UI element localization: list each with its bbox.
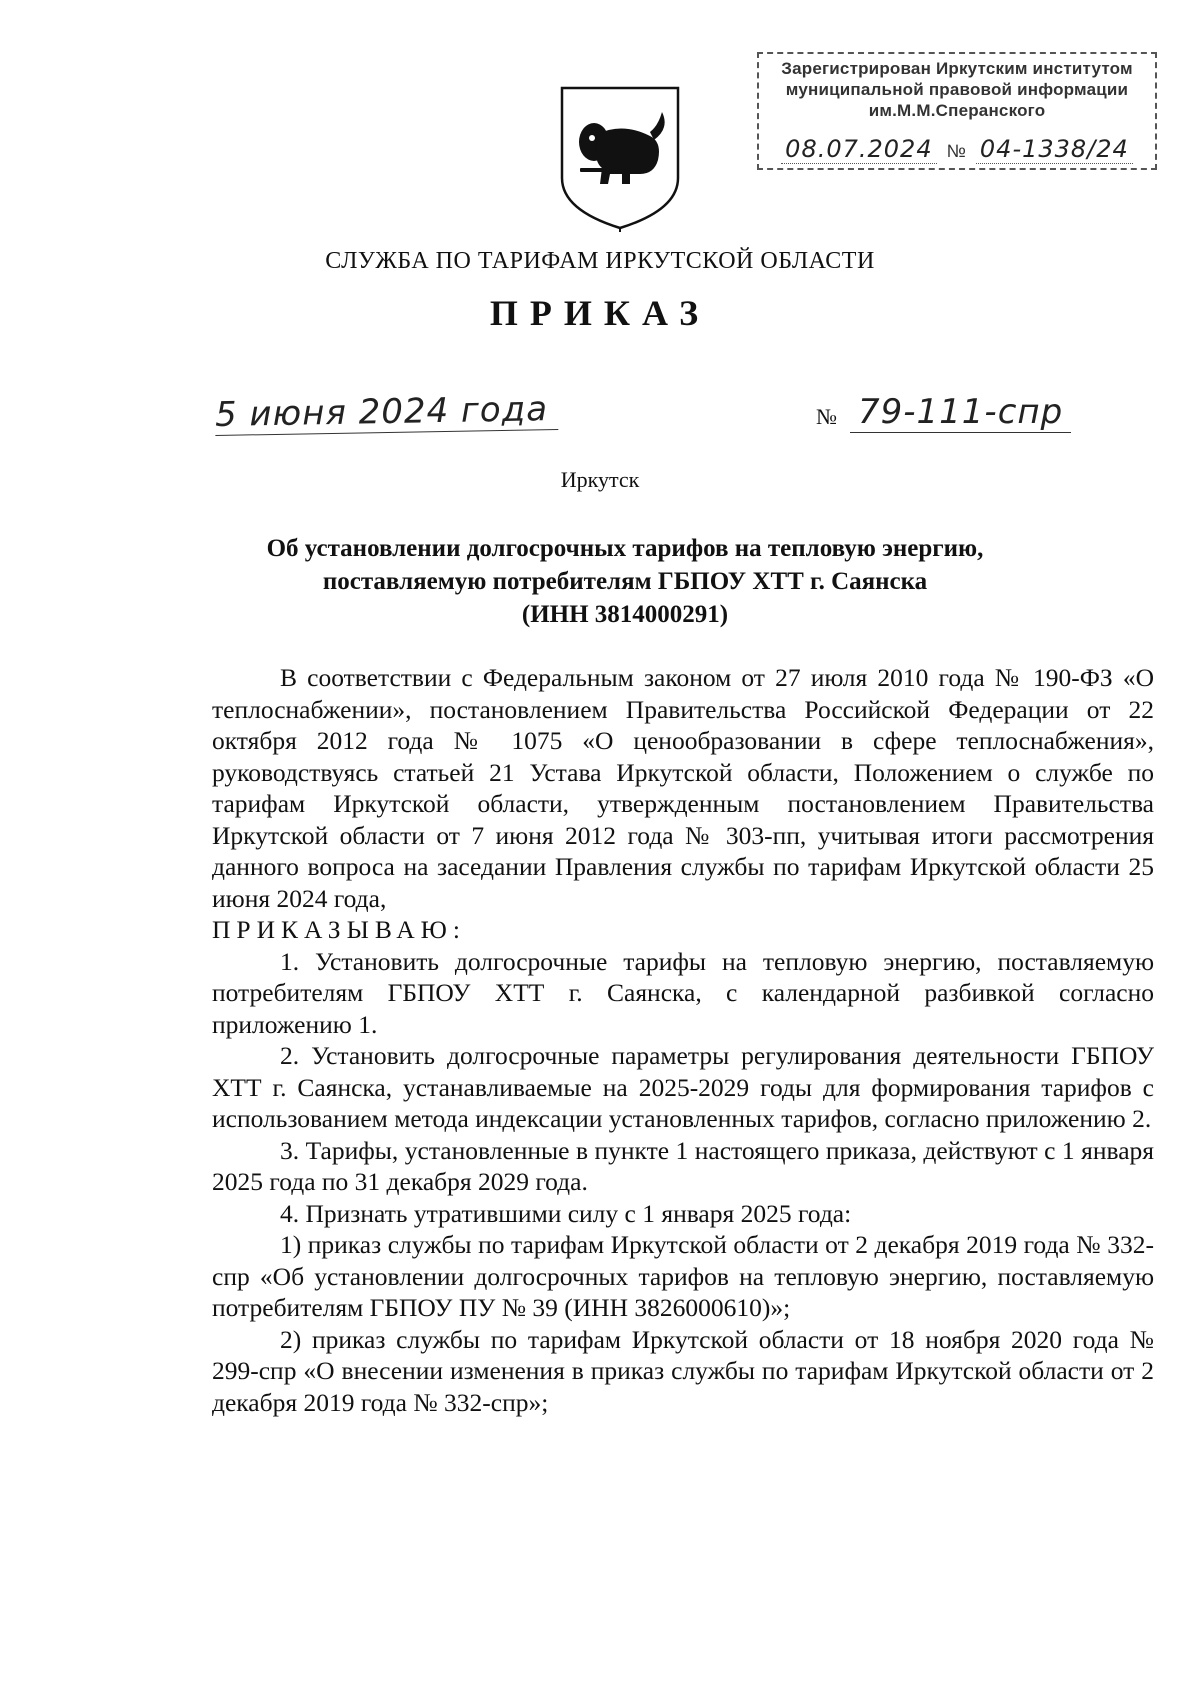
item-3: 3. Тарифы, установленные в пункте 1 настоящего приказа, действуют с 1 января 2025 года по 31 декабря 2029 года. — [212, 1135, 1154, 1196]
stamp-registration-date: 08.07.2024 — [781, 135, 936, 164]
item-4-subitem-1: 1) приказ службы по тарифам Иркутской области от 2 декабря 2019 года № 332-спр «Об установлении долгосрочных тарифов на тепловую энергию, поставляемую потребителям ГБПОУ ПУ № 39 (ИНН 3826000610)»; — [212, 1230, 1154, 1322]
title-line-1: Об установлении долгосрочных тарифов на тепловую энергию, — [266, 535, 984, 562]
preamble-paragraph: В соответствии с Федеральным законом от 27 июля 2010 года № 190-ФЗ «О теплоснабжении», постановлением Правительства Российской Федерации от 22 октября 2012 года № 1075 «О ценообразовании в сфере теплоснабжения», руководствуясь статьей 21 Устава Иркутской области, Положением о службе по тарифам Иркутской области, утвержденным постановлением Правительства Иркутской области от 7 июня 2012 года № 303-пп, учитывая итоги рассмотрения данного вопроса на заседании Правления службы по тарифам Иркутской области 25 июня 2024 года, — [212, 663, 1154, 913]
stamp-registration-row — [767, 124, 1147, 164]
document-title — [200, 532, 1050, 631]
item-2: 2. Установить долгосрочные параметры регулирования деятельности ГБПОУ ХТТ г. Саянска, устанавливаемые на 2025-2029 годы для формирования тарифов с использованием метода индексации установленных тарифов, согласно приложению 2. — [212, 1041, 1154, 1133]
organization-name: СЛУЖБА ПО ТАРИФАМ ИРКУТСКОЙ ОБЛАСТИ — [325, 248, 875, 274]
stamp-line-3: им.М.М.Сперанского — [868, 101, 1046, 120]
order-number-handwritten: 79-111-спр — [850, 392, 1071, 433]
stamp-line-1: Зарегистрирован Иркутским институтом — [781, 59, 1133, 78]
registration-stamp — [757, 52, 1157, 170]
command-word: ПРИКАЗЫВАЮ: — [212, 915, 466, 944]
stamp-number-sign: № — [946, 141, 966, 161]
item-4-subitem-2: 2) приказ службы по тарифам Иркутской области от 18 ноября 2020 года № 299-спр «О внесении изменения в приказ службы по тарифам Иркутской области от 2 декабря 2019 года № 332-спр»; — [212, 1324, 1154, 1417]
title-line-3: (ИНН 3814000291) — [521, 601, 729, 628]
stamp-line-2: муниципальной правовой информации — [785, 80, 1129, 99]
item-1: 1. Установить долгосрочные тарифы на тепловую энергию, поставляемую потребителям ГБПОУ ХТТ г. Саянска, с календарной разбивкой согласно приложению 1. — [212, 946, 1154, 1039]
order-date-handwritten: 5 июня 2024 года — [215, 389, 559, 436]
document-body — [212, 662, 1154, 1418]
order-number-sign: № — [816, 404, 837, 429]
stamp-registration-number: 04-1338/24 — [976, 135, 1133, 164]
item-4: 4. Признать утратившими силу с 1 января 2025 года: — [280, 1198, 852, 1228]
city-name: Иркутск — [560, 467, 640, 492]
title-line-2: поставляемую потребителям ГБПОУ ХТТ г. Саянска — [322, 568, 928, 595]
coat-of-arms-emblem — [558, 82, 682, 232]
babr-figure-icon — [579, 112, 665, 184]
document-type-heading: ПРИКАЗ — [489, 293, 711, 333]
